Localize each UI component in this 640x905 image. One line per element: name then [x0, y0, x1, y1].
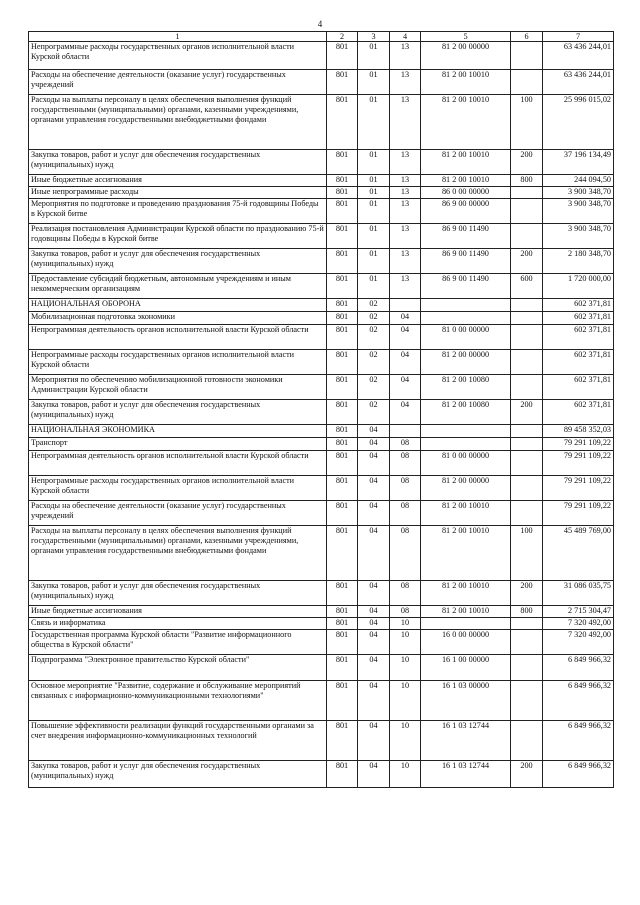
cell-pr: 13: [390, 199, 421, 224]
cell-pr: 13: [390, 187, 421, 199]
cell-csr: [421, 312, 511, 325]
table-row: [29, 581, 614, 606]
cell-name: Связь и информатика: [29, 618, 327, 630]
cell-vr: [511, 325, 543, 350]
cell-sum: 2 180 348,70: [543, 249, 614, 274]
cell-csr: 81 2 00 10010: [421, 526, 511, 581]
cell-grbs: 801: [327, 175, 358, 187]
table-row: [29, 187, 614, 199]
cell-rz: 02: [358, 299, 390, 312]
table-row: [29, 630, 614, 655]
cell-vr: 200: [511, 761, 543, 788]
table-row: [29, 761, 614, 788]
cell-vr: 200: [511, 581, 543, 606]
cell-grbs: 801: [327, 70, 358, 95]
cell-csr: 81 2 00 10080: [421, 375, 511, 400]
cell-rz: 01: [358, 150, 390, 175]
cell-sum: 602 371,81: [543, 325, 614, 350]
cell-sum: 63 436 244,01: [543, 42, 614, 70]
cell-csr: [421, 438, 511, 451]
cell-rz: 01: [358, 224, 390, 249]
cell-name: НАЦИОНАЛЬНАЯ ЭКОНОМИКА: [29, 425, 327, 438]
cell-grbs: 801: [327, 425, 358, 438]
cell-sum: 7 320 492,00: [543, 630, 614, 655]
cell-csr: [421, 299, 511, 312]
cell-csr: 81 2 00 10010: [421, 501, 511, 526]
cell-sum: 37 196 134,49: [543, 150, 614, 175]
table-row: [29, 224, 614, 249]
cell-sum: 244 094,50: [543, 175, 614, 187]
cell-csr: 86 9 00 11490: [421, 249, 511, 274]
cell-csr: 86 0 00 00000: [421, 187, 511, 199]
table-row: [29, 350, 614, 375]
table-row: [29, 375, 614, 400]
cell-name: Закупка товаров, работ и услуг для обеспечения государственных (муниципальных) нужд: [29, 400, 327, 425]
budget-table: [28, 31, 614, 788]
cell-vr: [511, 451, 543, 476]
cell-vr: 600: [511, 274, 543, 299]
cell-rz: 02: [358, 312, 390, 325]
cell-sum: 3 900 348,70: [543, 187, 614, 199]
cell-grbs: 801: [327, 150, 358, 175]
cell-grbs: 801: [327, 761, 358, 788]
cell-pr: 13: [390, 70, 421, 95]
table-row: [29, 438, 614, 451]
cell-sum: 3 900 348,70: [543, 224, 614, 249]
cell-csr: [421, 618, 511, 630]
cell-pr: 08: [390, 451, 421, 476]
cell-pr: 13: [390, 175, 421, 187]
cell-pr: 13: [390, 224, 421, 249]
table-row: [29, 299, 614, 312]
cell-csr: 81 0 00 00000: [421, 451, 511, 476]
table-body: [29, 42, 614, 788]
cell-pr: 10: [390, 655, 421, 681]
cell-grbs: 801: [327, 375, 358, 400]
table-row: [29, 526, 614, 581]
cell-vr: 200: [511, 400, 543, 425]
cell-sum: 89 458 352,03: [543, 425, 614, 438]
cell-name: Закупка товаров, работ и услуг для обеспечения государственных (муниципальных) нужд: [29, 581, 327, 606]
cell-sum: 1 720 000,00: [543, 274, 614, 299]
cell-sum: 63 436 244,01: [543, 70, 614, 95]
cell-rz: 01: [358, 199, 390, 224]
cell-vr: [511, 476, 543, 501]
cell-csr: 86 9 00 11490: [421, 274, 511, 299]
cell-grbs: 801: [327, 438, 358, 451]
cell-sum: 79 291 109,22: [543, 501, 614, 526]
cell-sum: 602 371,81: [543, 375, 614, 400]
cell-grbs: 801: [327, 199, 358, 224]
cell-pr: 08: [390, 501, 421, 526]
cell-rz: 02: [358, 400, 390, 425]
cell-name: Непрограммные расходы государственных органов исполнительной власти Курской области: [29, 476, 327, 501]
cell-grbs: 801: [327, 325, 358, 350]
cell-grbs: 801: [327, 581, 358, 606]
cell-grbs: 801: [327, 681, 358, 721]
table-row: [29, 150, 614, 175]
table-row: [29, 312, 614, 325]
cell-rz: 04: [358, 581, 390, 606]
cell-grbs: 801: [327, 618, 358, 630]
cell-csr: 81 2 00 00000: [421, 42, 511, 70]
cell-sum: 31 086 035,75: [543, 581, 614, 606]
cell-name: Закупка товаров, работ и услуг для обеспечения государственных (муниципальных) нужд: [29, 150, 327, 175]
cell-vr: [511, 681, 543, 721]
cell-pr: 08: [390, 438, 421, 451]
table-row: [29, 175, 614, 187]
header-cell: 1: [29, 32, 327, 42]
table-row: [29, 249, 614, 274]
cell-vr: [511, 655, 543, 681]
table-row: [29, 274, 614, 299]
cell-name: Непрограммная деятельность органов исполнительной власти Курской области: [29, 325, 327, 350]
cell-sum: 6 849 966,32: [543, 681, 614, 721]
cell-sum: 6 849 966,32: [543, 761, 614, 788]
cell-rz: 04: [358, 438, 390, 451]
cell-csr: 81 2 00 00000: [421, 350, 511, 375]
cell-pr: 10: [390, 618, 421, 630]
cell-grbs: 801: [327, 312, 358, 325]
cell-rz: 04: [358, 761, 390, 788]
header-cell: 5: [421, 32, 511, 42]
table-row: [29, 425, 614, 438]
cell-name: Иные непрограммные расходы: [29, 187, 327, 199]
cell-pr: 04: [390, 325, 421, 350]
cell-csr: 16 0 00 00000: [421, 630, 511, 655]
cell-csr: 81 2 00 10010: [421, 95, 511, 150]
cell-rz: 01: [358, 175, 390, 187]
cell-grbs: 801: [327, 224, 358, 249]
cell-name: Мероприятия по обеспечению мобилизационной готовности экономики Администрации Курской области: [29, 375, 327, 400]
cell-name: Подпрограмма "Электронное правительство Курской области": [29, 655, 327, 681]
cell-sum: 79 291 109,22: [543, 451, 614, 476]
cell-pr: 04: [390, 375, 421, 400]
cell-vr: [511, 350, 543, 375]
cell-grbs: 801: [327, 655, 358, 681]
cell-pr: 13: [390, 249, 421, 274]
cell-grbs: 801: [327, 721, 358, 761]
table-row: [29, 606, 614, 618]
table-row: [29, 95, 614, 150]
table-row: [29, 400, 614, 425]
cell-vr: [511, 438, 543, 451]
cell-pr: 08: [390, 581, 421, 606]
cell-grbs: 801: [327, 630, 358, 655]
cell-pr: 10: [390, 630, 421, 655]
cell-name: Непрограммные расходы государственных органов исполнительной власти Курской области: [29, 42, 327, 70]
page-number: 4: [317, 19, 323, 29]
cell-csr: 81 0 00 00000: [421, 325, 511, 350]
cell-grbs: 801: [327, 95, 358, 150]
table-row: [29, 70, 614, 95]
cell-rz: 04: [358, 606, 390, 618]
cell-vr: 800: [511, 175, 543, 187]
cell-grbs: 801: [327, 501, 358, 526]
cell-csr: 81 2 00 00000: [421, 476, 511, 501]
cell-csr: 16 1 03 00000: [421, 681, 511, 721]
cell-vr: 200: [511, 249, 543, 274]
cell-name: Мобилизационная подготовка экономики: [29, 312, 327, 325]
cell-vr: 800: [511, 606, 543, 618]
cell-rz: 04: [358, 618, 390, 630]
cell-vr: [511, 721, 543, 761]
cell-vr: [511, 501, 543, 526]
table-row: [29, 618, 614, 630]
cell-csr: 16 1 03 12744: [421, 721, 511, 761]
cell-name: Основное мероприятие "Развитие, содержание и обслуживание мероприятий связанных с информационно-коммуникационными технологиями": [29, 681, 327, 721]
cell-pr: 08: [390, 476, 421, 501]
cell-sum: 79 291 109,22: [543, 438, 614, 451]
table-row: [29, 451, 614, 476]
cell-grbs: 801: [327, 249, 358, 274]
cell-name: Закупка товаров, работ и услуг для обеспечения государственных (муниципальных) нужд: [29, 249, 327, 274]
cell-vr: [511, 42, 543, 70]
table-row: [29, 655, 614, 681]
table-row: [29, 501, 614, 526]
cell-grbs: 801: [327, 299, 358, 312]
cell-rz: 04: [358, 681, 390, 721]
cell-name: Непрограммные расходы государственных органов исполнительной власти Курской области: [29, 350, 327, 375]
cell-csr: 86 9 00 00000: [421, 199, 511, 224]
cell-rz: 04: [358, 425, 390, 438]
cell-name: Реализация постановления Администрации Курской области по празднованию 75-й годовщины Победы в Курской битве: [29, 224, 327, 249]
cell-csr: 16 1 03 12744: [421, 761, 511, 788]
cell-rz: 01: [358, 274, 390, 299]
cell-csr: 16 1 00 00000: [421, 655, 511, 681]
cell-rz: 04: [358, 655, 390, 681]
cell-pr: [390, 299, 421, 312]
cell-vr: [511, 70, 543, 95]
cell-vr: [511, 224, 543, 249]
cell-rz: 01: [358, 187, 390, 199]
cell-name: Государственная программа Курской области "Развитие информационного общества в Курской области": [29, 630, 327, 655]
cell-sum: 6 849 966,32: [543, 721, 614, 761]
cell-sum: 25 996 015,02: [543, 95, 614, 150]
cell-grbs: 801: [327, 350, 358, 375]
cell-rz: 04: [358, 476, 390, 501]
cell-vr: [511, 618, 543, 630]
cell-rz: 01: [358, 70, 390, 95]
table-row: [29, 42, 614, 70]
cell-csr: [421, 425, 511, 438]
cell-rz: 02: [358, 375, 390, 400]
cell-pr: 13: [390, 42, 421, 70]
cell-rz: 04: [358, 721, 390, 761]
cell-pr: 13: [390, 95, 421, 150]
cell-name: НАЦИОНАЛЬНАЯ ОБОРОНА: [29, 299, 327, 312]
cell-name: Расходы на выплаты персоналу в целях обеспечения выполнения функций государственными (муниципальными) органами, казенными учреждениями, органами управления государственными внебюджетными фондами: [29, 95, 327, 150]
cell-name: Повышение эффективности реализации функций государственными органами за счет внедрения информационно-коммуникационных технологий: [29, 721, 327, 761]
cell-rz: 01: [358, 249, 390, 274]
cell-vr: 200: [511, 150, 543, 175]
cell-vr: [511, 199, 543, 224]
cell-name: Расходы на обеспечение деятельности (оказание услуг) государственных учреждений: [29, 70, 327, 95]
cell-grbs: 801: [327, 476, 358, 501]
header-cell: 3: [358, 32, 390, 42]
cell-name: Мероприятия по подготовке и проведению празднования 75-й годовщины Победы в Курской битве: [29, 199, 327, 224]
cell-name: Иные бюджетные ассигнования: [29, 175, 327, 187]
cell-rz: 01: [358, 42, 390, 70]
cell-pr: 08: [390, 526, 421, 581]
cell-name: Закупка товаров, работ и услуг для обеспечения государственных (муниципальных) нужд: [29, 761, 327, 788]
cell-vr: [511, 187, 543, 199]
cell-csr: 81 2 00 10010: [421, 606, 511, 618]
cell-pr: 08: [390, 606, 421, 618]
cell-sum: 602 371,81: [543, 312, 614, 325]
cell-csr: 81 2 00 10010: [421, 150, 511, 175]
table-row: [29, 681, 614, 721]
cell-pr: 10: [390, 761, 421, 788]
cell-name: Транспорт: [29, 438, 327, 451]
cell-pr: 04: [390, 312, 421, 325]
cell-csr: 81 2 00 10010: [421, 581, 511, 606]
cell-vr: 100: [511, 95, 543, 150]
cell-pr: 13: [390, 150, 421, 175]
cell-pr: 10: [390, 721, 421, 761]
cell-csr: 86 9 00 11490: [421, 224, 511, 249]
cell-sum: 602 371,81: [543, 400, 614, 425]
cell-grbs: 801: [327, 606, 358, 618]
cell-sum: 6 849 966,32: [543, 655, 614, 681]
cell-grbs: 801: [327, 451, 358, 476]
cell-sum: 3 900 348,70: [543, 199, 614, 224]
cell-vr: [511, 630, 543, 655]
cell-rz: 01: [358, 95, 390, 150]
cell-csr: 81 2 00 10010: [421, 70, 511, 95]
table-row: [29, 325, 614, 350]
header-cell: 4: [390, 32, 421, 42]
cell-grbs: 801: [327, 187, 358, 199]
cell-sum: 7 320 492,00: [543, 618, 614, 630]
header-row: [29, 32, 614, 42]
table-row: [29, 476, 614, 501]
cell-sum: 79 291 109,22: [543, 476, 614, 501]
cell-rz: 04: [358, 526, 390, 581]
cell-name: Расходы на выплаты персоналу в целях обеспечения выполнения функций государственными (муниципальными) органами, казенными учреждениями, органами управления государственными внебюджетными фондами: [29, 526, 327, 581]
cell-rz: 04: [358, 501, 390, 526]
cell-grbs: 801: [327, 274, 358, 299]
cell-vr: [511, 425, 543, 438]
cell-vr: [511, 312, 543, 325]
cell-name: Предоставление субсидий бюджетным, автономным учреждениям и иным некоммерческим организациям: [29, 274, 327, 299]
cell-rz: 02: [358, 350, 390, 375]
cell-sum: 45 489 769,00: [543, 526, 614, 581]
cell-pr: 04: [390, 350, 421, 375]
cell-pr: 04: [390, 400, 421, 425]
cell-csr: 81 2 00 10010: [421, 175, 511, 187]
cell-grbs: 801: [327, 526, 358, 581]
cell-vr: 100: [511, 526, 543, 581]
cell-vr: [511, 299, 543, 312]
cell-grbs: 801: [327, 400, 358, 425]
cell-grbs: 801: [327, 42, 358, 70]
cell-sum: 2 715 304,47: [543, 606, 614, 618]
header-cell: 7: [543, 32, 614, 42]
cell-name: Расходы на обеспечение деятельности (оказание услуг) государственных учреждений: [29, 501, 327, 526]
cell-pr: 13: [390, 274, 421, 299]
cell-sum: 602 371,81: [543, 350, 614, 375]
header-cell: 2: [327, 32, 358, 42]
cell-csr: 81 2 00 10080: [421, 400, 511, 425]
cell-name: Непрограммная деятельность органов исполнительной власти Курской области: [29, 451, 327, 476]
cell-sum: 602 371,81: [543, 299, 614, 312]
header-cell: 6: [511, 32, 543, 42]
table-row: [29, 199, 614, 224]
cell-pr: [390, 425, 421, 438]
cell-name: Иные бюджетные ассигнования: [29, 606, 327, 618]
table-row: [29, 721, 614, 761]
cell-rz: 04: [358, 630, 390, 655]
cell-pr: 10: [390, 681, 421, 721]
cell-rz: 02: [358, 325, 390, 350]
cell-rz: 04: [358, 451, 390, 476]
cell-vr: [511, 375, 543, 400]
